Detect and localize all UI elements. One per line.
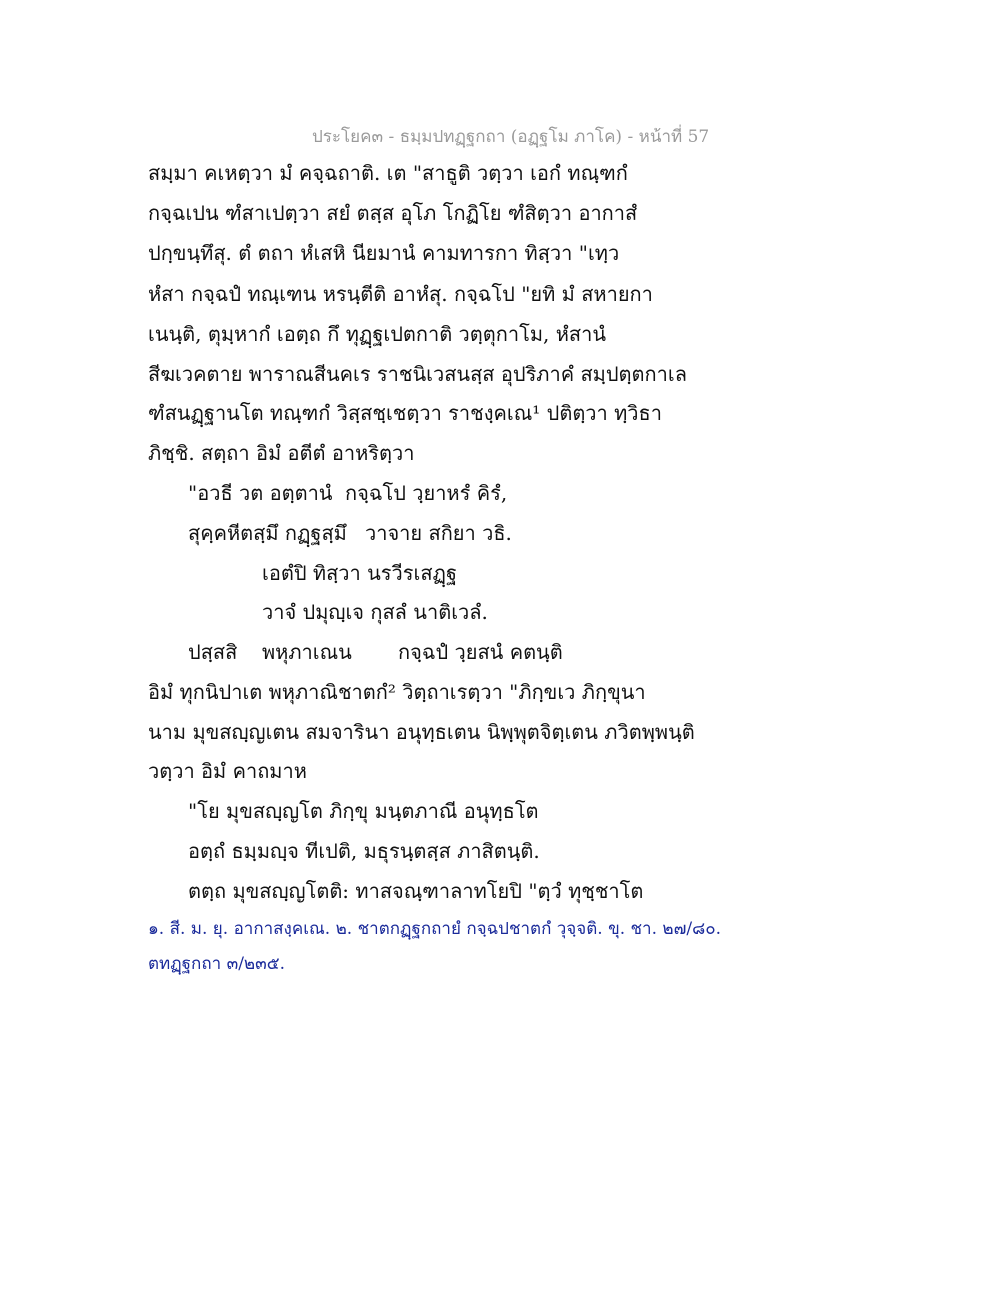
footnote-line: ๑. สี. ม. ยุ. อากาสงฺคเณ. ๒. ชาตกฏฺฐกถายํ กจฺฉปชาตกํ วุจฺจติ. ขุ. ชา. ๒๗/๘๐. xyxy=(148,919,722,939)
verse-line: กจฺฉปํ วฺยสนํ คตนฺติ xyxy=(398,640,563,664)
text-line: อิมํ ทุกนิปาเต พหุภาณิชาตกํ² วิตฺถาเรตฺวา "ภิกฺขเว ภิกฺขุนา xyxy=(148,680,646,704)
verse-line: "โย มุขสญฺญโต ภิกฺขุ มนฺตภาณี อนุทฺธโต xyxy=(188,799,539,823)
text-line: ตตฺถ มุขสญฺญโตติ: ทาสจณฺฑาลาทโยปิ "ตฺวํ ทุชฺชาโต xyxy=(188,879,644,903)
verse-line: วาจํ ปมุญฺเจ กุสลํ นาติเวลํ. xyxy=(262,600,488,624)
verse-line: เอตํปิ ทิสฺวา นรวีรเสฏฺฐ xyxy=(262,561,457,585)
verse-line: กจฺฉโป วฺยาหรํ คิรํ, xyxy=(345,481,508,505)
text-line: สีฆเวคตาย พาราณสีนคเร ราชนิเวสนสฺส อุปริภาคํ สมฺปตฺตกาเล xyxy=(148,362,687,386)
text-line: วตฺวา อิมํ คาถมาห xyxy=(148,759,307,783)
footnote-line: ตทฏฺฐกถา ๓/๒๓๕. xyxy=(148,954,286,974)
text-line: หํสา กจฺฉปํ ทณฺเฑน หรนฺตีติ อาหํสุ. กจฺฉโป "ยทิ มํ สหายกา xyxy=(148,282,653,306)
text-line: เนนฺติ, ตุมฺหากํ เอตฺถ กึ ทุฏฺฐเปตกาติ วตฺตุกาโม, หํสานํ xyxy=(148,322,607,346)
text-line: ปกฺขนฺทึสุ. ตํ ตถา หํเสหิ นียมานํ คามทารกา ทิสฺวา "เทฺว xyxy=(148,241,620,265)
text-line: นาม มุขสญฺญเตน สมจารินา อนุทฺธเตน นิพฺพุตจิตฺเตน ภวิตพฺพนฺติ xyxy=(148,720,695,744)
page-header: ประโยค๓ - ธมฺมปทฏฺฐกถา (อฏฺฐโม ภาโค) - หน้าที่ 57 xyxy=(312,127,710,147)
text-line: กจฺฉเปน ฑํสาเปตฺวา สยํ ตสฺส อุโภ โกฏิโย ฑํสิตฺวา อากาสํ xyxy=(148,201,638,225)
text-line: ฑํสนฏฺฐานโต ทณฺฑกํ วิสฺสชฺเชตฺวา ราชงฺคเณ¹ ปติตฺวา ทฺวิธา xyxy=(148,401,662,425)
verse-line: "อวธี วต อตฺตานํ xyxy=(188,481,333,505)
verse-line: สุคฺคหีตสฺมึ กฏฺฐสฺมึ xyxy=(188,521,347,545)
text-line: ภิชฺชิ. สตฺถา อิมํ อตีตํ อาหริตฺวา xyxy=(148,441,415,465)
verse-line: พหุภาเณน xyxy=(262,640,352,664)
verse-line: อตฺถํ ธมฺมญฺจ ทีเปติ, มธุรนฺตสฺส ภาสิตนฺติ. xyxy=(188,839,540,863)
verse-line: ปสฺสสิ xyxy=(188,640,238,664)
text-line: สมฺมา คเหตฺวา มํ คจฺฉถาติ. เต "สาธูติ วตฺวา เอกํ ทณฺฑกํ xyxy=(148,161,628,185)
verse-line: วาจาย สกิยา วธิ. xyxy=(365,521,512,545)
